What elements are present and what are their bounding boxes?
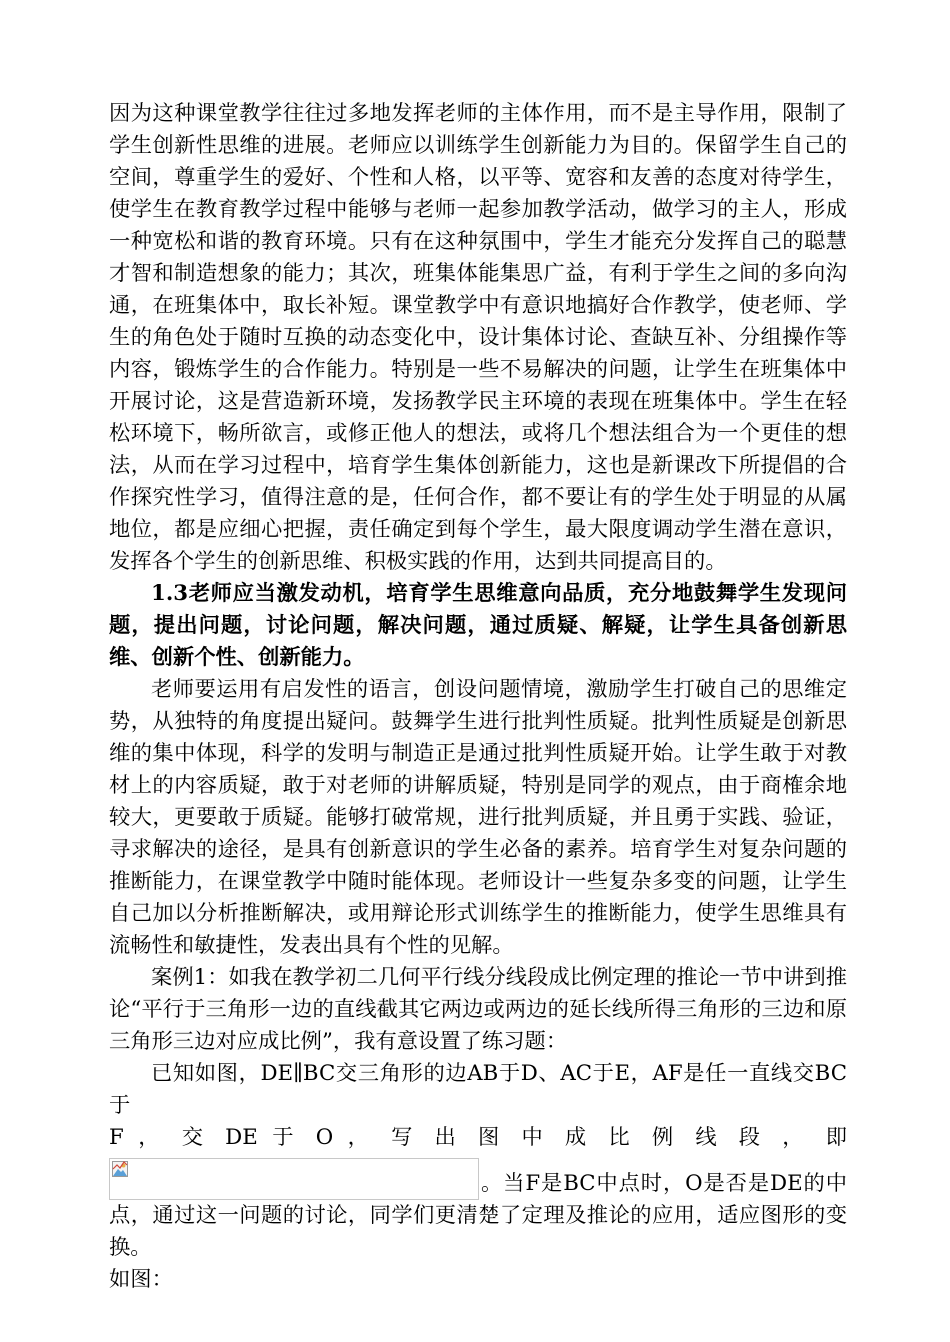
paragraph-figure-caption: 如图： [109, 1267, 173, 1292]
formula-image-placeholder [109, 1158, 479, 1200]
section-heading-1-3: 1.3老师应当激发动机，培育学生思维意向品质，充分地鼓舞学生发现问题，提出问题，讨论问题，解决问题，通过质疑、解疑，让学生具备创新思维、创新个性、创新能力。 [109, 581, 847, 670]
exercise-formula-line [109, 1156, 847, 1200]
paragraph-cooperation: 因为这种课堂教学往往过多地发挥老师的主体作用，而不是主导作用，限制了学生创新性思维的进展。老师应以训练学生创新能力为目的。保留学生自己的空间，尊重学生的爱好、个性和人格，以平等、宽容和友善的态度对待学生，使学生在教育教学过程中能够与老师一起参加教学活动，做学习的主人，形成一种宽松和谐的教育环境。只有在这种氛围中，学生才能充分发挥自己的聪慧才智和制造想象的能力；其次，班集体能集思广益，有利于学生之间的多向沟通，在班集体中，取长补短。课堂教学中有意识地搞好合作教学，使老师、学生的角色处于随时互换的动态变化中，设计集体讨论、查缺互补、分组操作等内容，锻炼学生的合作能力。特别是一些不易解决的问题，让学生在班集体中开展讨论，这是营造新环境，发扬教学民主环境的表现在班集体中。学生在轻松环境下，畅所欲言，或修正他人的想法，或将几个想法组合为一个更佳的想法，从而在学习过程中，培育学生集体创新能力，这也是新课改下所提倡的合作探究性学习，值得注意的是，任何合作，都不要让有的学生处于明显的从属地位，都是应细心把握，责任确定到每个学生，最大限度调动学生潜在意识，发挥各个学生的创新思维、积极实践的作用，达到共同提高目的。 [109, 101, 847, 574]
exercise-line-3-text: 。当F是BC中点时，O是否是DE的中 [481, 1171, 847, 1196]
broken-image-icon [112, 1161, 128, 1177]
exercise-line-2: F ， 交 DE 于 O ， 写 出 图 中 成 比 例 线 段 ， 即 [109, 1125, 847, 1150]
paragraph-case-1: 案例1：如我在教学初二几何平行线分线段成比例定理的推论一节中讲到推论“平行于三角形一边的直线截其它两边或两边的延长线所得三角形的三边和原三角形三边对应成比例”，我有意设置了练习题： [109, 965, 847, 1054]
document-page [109, 98, 847, 1296]
exercise-line-1: 已知如图，DE∥BC交三角形的边AB于D、AC于E，AF是任一直线交BC于 [109, 1061, 847, 1118]
exercise-line-4: 点，通过这一问题的讨论，同学们更清楚了定理及推论的应用，适应图形的变换。 [109, 1203, 847, 1260]
paragraph-exercise [109, 1058, 847, 1264]
paragraph-questioning: 老师要运用有启发性的语言，创设问题情境，激励学生打破自己的思维定势，从独特的角度提出疑问。鼓舞学生进行批判性质疑。批判性质疑是创新思维的集中体现，科学的发明与制造正是通过批判性质疑开始。让学生敢于对教材上的内容质疑，敢于对老师的讲解质疑，特别是同学的观点，由于商榷余地较大，更要敢于质疑。能够打破常规，进行批判质疑，并且勇于实践、验证，寻求解决的途径，是具有创新意识的学生必备的素养。培育学生对复杂问题的推断能力，在课堂教学中随时能体现。老师设计一些复杂多变的问题，让学生自己加以分析推断解决，或用辩论形式训练学生的推断能力，使学生思维具有流畅性和敏捷性，发表出具有个性的见解。 [109, 677, 847, 958]
